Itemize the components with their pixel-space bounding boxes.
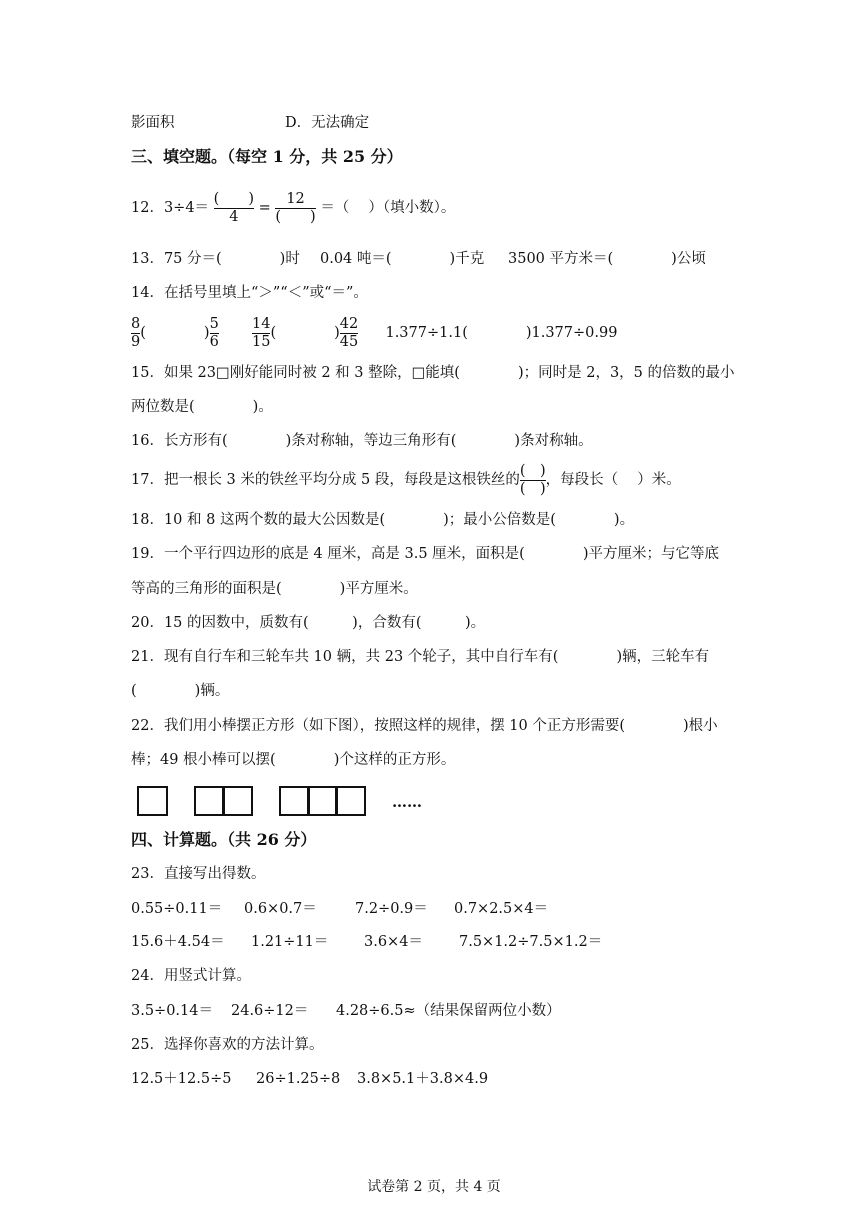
option-c-tail: 影面积 bbox=[131, 115, 175, 131]
section3-title: 三、填空题。（每空 1 分，共 25 分） bbox=[131, 147, 403, 166]
q14-f2 bbox=[210, 317, 219, 350]
page-footer: 试卷第 2 页，共 4 页 bbox=[367, 1179, 501, 1195]
q14-f1 bbox=[131, 317, 140, 350]
q22-line-2: 棒；49 根小棒可以摆( )个这样的正方形。 bbox=[131, 752, 456, 768]
q14-f2-den: 6 bbox=[209, 333, 219, 350]
q25-title: 25．选择你喜欢的方法计算。 bbox=[131, 1037, 324, 1053]
section4-title: 四、计算题。（共 26 分） bbox=[131, 830, 317, 849]
q17-num: ( ) bbox=[519, 462, 546, 479]
option-d: D．无法确定 bbox=[285, 115, 370, 131]
q14-c: 1.377÷1.1( )1.377÷0.99 bbox=[385, 325, 618, 341]
q22-line-1: 22．我们用小棒摆正方形（如下图），按照这样的规律，摆 10 个正方形需要( )根小 bbox=[131, 718, 718, 734]
q24-title: 24．用竖式计算。 bbox=[131, 968, 251, 984]
q14-f1-den: 9 bbox=[131, 333, 141, 350]
q19-line-1: 19．一个平行四边形的底是 4 厘米，高是 3.5 厘米，面积是( )平方厘米；与它等底 bbox=[131, 546, 719, 562]
q14-f3 bbox=[252, 317, 270, 350]
q24-item-2: 24.6÷12＝ bbox=[231, 1003, 309, 1019]
q12-suffix: ＝（ ）（填小数）。 bbox=[320, 200, 456, 216]
q13-a: 13．75 分＝( )时 bbox=[131, 251, 300, 267]
q12-prefix: 12．3÷4＝ bbox=[131, 200, 210, 216]
q21-line-2: ( )辆。 bbox=[131, 683, 230, 699]
q23-r2-2: 1.21÷11＝ bbox=[251, 934, 329, 950]
q14-f4-num: 42 bbox=[339, 315, 359, 332]
q25-item-3: 3.8×5.1＋3.8×4.9 bbox=[357, 1071, 489, 1087]
q23-r1-4: 0.7×2.5×4＝ bbox=[454, 901, 549, 917]
q17-prefix: 17．把一根长 3 米的铁丝平均分成 5 段，每段是这根铁丝的 bbox=[131, 472, 520, 488]
q14-f3-den: 15 bbox=[252, 333, 271, 350]
q12-f2-den: ( ) bbox=[275, 208, 316, 225]
q20: 20．15 的因数中，质数有( )，合数有( )。 bbox=[131, 615, 486, 631]
q23-r1-2: 0.6×0.7＝ bbox=[244, 901, 317, 917]
q14-blank-2: ( ) bbox=[270, 325, 340, 341]
square-group-1 bbox=[137, 786, 168, 816]
square-group-3-b bbox=[307, 786, 338, 816]
q24-item-3: 4.28÷6.5≈（结果保留两位小数） bbox=[336, 1003, 561, 1019]
q17-fraction bbox=[520, 464, 546, 497]
square-group-3-c bbox=[335, 786, 366, 816]
q17-suffix: ，每段长（ ）米。 bbox=[545, 472, 681, 488]
q23-title: 23．直接写出得数。 bbox=[131, 866, 266, 882]
q14-blank-1: ( ) bbox=[140, 325, 210, 341]
q24-item-1: 3.5÷0.14＝ bbox=[131, 1003, 213, 1019]
q14-compare bbox=[131, 312, 617, 354]
q12-eq: = bbox=[258, 200, 271, 216]
q13-b: 0.04 吨＝( )千克 bbox=[320, 251, 485, 267]
q23-r1-1: 0.55÷0.11＝ bbox=[131, 901, 223, 917]
q14-f2-num: 5 bbox=[209, 315, 219, 332]
q14-text: 14．在括号里填上“＞”“＜”或“＝”。 bbox=[131, 285, 368, 301]
q12-f1-num: ( ) bbox=[213, 190, 254, 207]
q16: 16．长方形有( )条对称轴，等边三角形有( )条对称轴。 bbox=[131, 433, 593, 449]
q12-f2-num: 12 bbox=[286, 190, 305, 207]
q12-fraction-2 bbox=[275, 192, 315, 225]
q19-line-2: 等高的三角形的面积是( )平方厘米。 bbox=[131, 581, 418, 597]
q21-line-1: 21．现有自行车和三轮车共 10 辆，共 23 个轮子，其中自行车有( )辆，三轮车有 bbox=[131, 649, 710, 665]
q23-r2-4: 7.5×1.2÷7.5×1.2＝ bbox=[459, 934, 603, 950]
q23-r2-1: 15.6＋4.54＝ bbox=[131, 934, 225, 950]
q25-item-2: 26÷1.25÷8 bbox=[256, 1071, 341, 1087]
q25-item-1: 12.5＋12.5÷5 bbox=[131, 1071, 232, 1087]
q14-f3-num: 14 bbox=[252, 315, 271, 332]
q14-f4 bbox=[340, 317, 358, 350]
q14-f1-num: 8 bbox=[131, 315, 141, 332]
q14-f4-den: 45 bbox=[339, 333, 359, 350]
q23-r1-3: 7.2÷0.9＝ bbox=[355, 901, 428, 917]
square-group-3-a bbox=[279, 786, 310, 816]
q15-line-2: 两位数是( )。 bbox=[131, 399, 273, 415]
q12-f1-den: 4 bbox=[229, 208, 239, 225]
q15-line-1: 15．如果 23□刚好能同时被 2 和 3 整除，□能填( )；同时是 2，3，5 的倍数的最小 bbox=[131, 365, 735, 381]
square-group-2-b bbox=[222, 786, 253, 816]
q17-den: ( ) bbox=[519, 480, 546, 497]
q12-fraction-1 bbox=[214, 192, 254, 225]
figure-ellipsis: …… bbox=[392, 793, 422, 811]
q18: 18．10 和 8 这两个数的最大公因数是( )；最小公倍数是( )。 bbox=[131, 512, 635, 528]
q12 bbox=[131, 186, 455, 230]
q13-c: 3500 平方米＝( )公顷 bbox=[508, 251, 706, 267]
q23-r2-3: 3.6×4＝ bbox=[364, 934, 423, 950]
square-group-2-a bbox=[194, 786, 225, 816]
q17 bbox=[131, 461, 681, 499]
